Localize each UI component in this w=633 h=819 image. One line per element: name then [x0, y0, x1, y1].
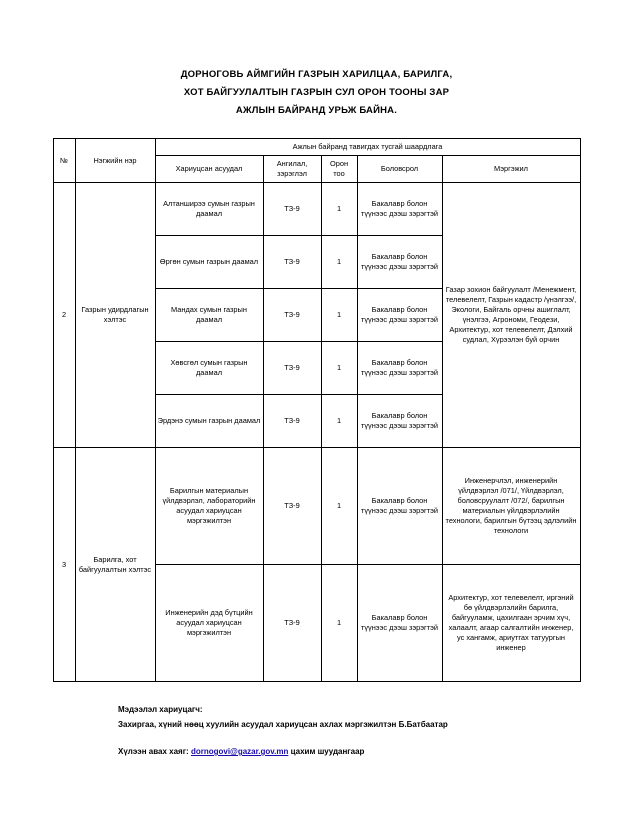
cell-profession: Архитектур, хот телевелелт, иргэний бө үйлдвэрлэлийн барилга, байгууламж, цахилгаан эрчим хүч, халаалт, агаар салгалтийн инженер, ус хангамж, ариутгах татуургын инженер	[442, 565, 580, 682]
cell-no: 2	[53, 183, 75, 448]
header-class: Ангилал, зэрэглэл	[263, 156, 321, 183]
contact-line	[118, 744, 633, 759]
header-issue: Хариуцсан асуудал	[155, 156, 263, 183]
title-line-3: АЖЛЫН БАЙРАНД УРЬЖ БАЙНА.	[235, 105, 398, 116]
cell-class: ТЗ-9	[263, 289, 321, 342]
cell-seats: 1	[321, 289, 357, 342]
cell-unit: Газрын удирдлагын хэлтэс	[75, 183, 155, 448]
cell-issue: Инженерийн дэд бүтцийн асуудал хариуцсан мэргэжилтэн	[155, 565, 263, 682]
cell-class: ТЗ-9	[263, 565, 321, 682]
header-education: Боловсрол	[357, 156, 442, 183]
header-seats: Орон тоо	[321, 156, 357, 183]
cell-seats: 1	[321, 565, 357, 682]
footer-block	[118, 702, 633, 759]
cell-education: Бакалавр болон түүнээс дээш зэрэгтэй	[357, 395, 442, 448]
cell-seats: 1	[321, 236, 357, 289]
cell-education: Бакалавр болон түүнээс дээш зэрэгтэй	[357, 289, 442, 342]
header-unit: Нэгжийн нэр	[75, 139, 155, 183]
vacancy-table	[53, 138, 581, 682]
title-line-2: ХОТ БАЙГУУЛАЛТЫН ГАЗРЫН СУЛ ОРОН ТООНЫ ЗАР	[183, 87, 450, 98]
header-group: Ажлын байранд тавигдах тусгай шаардлага	[155, 139, 580, 156]
cell-class: ТЗ-9	[263, 236, 321, 289]
cell-seats: 1	[321, 183, 357, 236]
cell-issue: Хөвсгөл сумын газрын даамал	[155, 342, 263, 395]
cell-class: ТЗ-9	[263, 183, 321, 236]
table-header-row-1	[53, 139, 580, 156]
cell-education: Бакалавр болон түүнээс дээш зэрэгтэй	[357, 342, 442, 395]
cell-issue: Мандах сумын газрын даамал	[155, 289, 263, 342]
header-profession: Мэргэжил	[442, 156, 580, 183]
cell-issue: Эрдэнэ сумын газрын даамал	[155, 395, 263, 448]
title-line-1: ДОРНОГОВЬ АЙМГИЙН ГАЗРЫН ХАРИЛЦАА, БАРИЛГА,	[180, 69, 453, 80]
contact-email-link[interactable]: dornogovi@gazar.gov.mn	[190, 747, 289, 756]
cell-seats: 1	[321, 448, 357, 565]
cell-education: Бакалавр болон түүнээс дээш зэрэгтэй	[357, 565, 442, 682]
cell-education: Бакалавр болон түүнээс дээш зэрэгтэй	[357, 448, 442, 565]
cell-issue: Өргөн сумын газрын даамал	[155, 236, 263, 289]
cell-seats: 1	[321, 342, 357, 395]
cell-no: 3	[53, 448, 75, 682]
table-row	[53, 448, 580, 565]
cell-profession: Газар зохион байгуулалт /Менежмент, телевелелт, Газрын кадастр /үнэлгээ/, Экологи, Байгаль орчны ашиглалт, үнэлгээ, Агрономи, Геодези, Архитектур, хот телевелелт, Дэлхий судлал, Хүрээлэн буй орчин	[442, 183, 580, 448]
contact-tail: цахим шуудангаар	[290, 747, 365, 756]
info-value: Захиргаа, хүний нөөц хуулийн асуудал хариуцсан ахлах мэргэжилтэн Б.Батбаатар	[118, 720, 448, 729]
cell-education: Бакалавр болон түүнээс дээш зэрэгтэй	[357, 183, 442, 236]
contact-label: Хүлээн авах хаяг:	[118, 747, 189, 756]
cell-class: ТЗ-9	[263, 342, 321, 395]
cell-class: ТЗ-9	[263, 395, 321, 448]
cell-issue: Барилгын материалын үйлдвэрлэл, лабораторийн асуудал хариуцсан мэргэжилтэн	[155, 448, 263, 565]
info-label: Мэдээлэл хариуцагч:	[118, 705, 203, 714]
table-row	[53, 183, 580, 236]
cell-issue: Алтанширээ сумын газрын даамал	[155, 183, 263, 236]
cell-class: ТЗ-9	[263, 448, 321, 565]
header-no: №	[53, 139, 75, 183]
cell-profession: Инженерчлэл, инженерийн үйлдвэрлэл /071/, Үйлдвэрлэл, боловсруулалт /072/, барилгын материалын үйлдвэрлэлийн технологи, барилгын бүтээц эдлэлийн технологи	[442, 448, 580, 565]
cell-unit: Барилга, хот байгуулалтын хэлтэс	[75, 448, 155, 682]
page-title	[0, 0, 633, 120]
cell-education: Бакалавр болон түүнээс дээш зэрэгтэй	[357, 236, 442, 289]
cell-seats: 1	[321, 395, 357, 448]
